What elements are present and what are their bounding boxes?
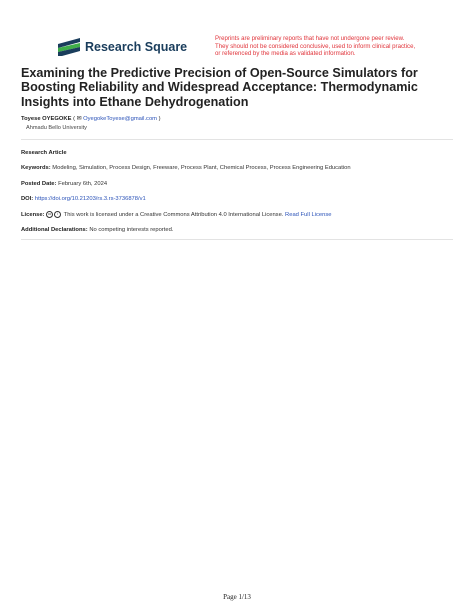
- keywords-value: Modeling, Simulation, Process Design, Freeware, Process Plant, Chemical Process, Process Engineering Education: [52, 165, 351, 171]
- license-label: License:: [21, 212, 45, 219]
- preprint-notice: [215, 35, 455, 58]
- creative-commons-icon: cc: [47, 212, 52, 216]
- license-text: This work is licensed under a Creative Commons Attribution 4.0 International License.: [63, 212, 284, 219]
- article-type-label: Research Article: [21, 150, 67, 156]
- notice-line: or referenced by the media as validated information.: [215, 50, 356, 58]
- page-header: [0, 0, 474, 62]
- notice-line: Preprints are preliminary reports that have not undergone peer review.: [215, 35, 405, 42]
- logo-text: Research Square: [85, 40, 188, 54]
- declarations-row: [21, 227, 173, 233]
- author-line: Toyese OYEGOKE ( ✉ OyegokeToyese@gmail.com ): [21, 116, 161, 122]
- author-email-link[interactable]: OyegokeToyese@gmail.com: [83, 116, 158, 122]
- posted-date-value: February 6th, 2024: [58, 181, 108, 187]
- keywords-label: Keywords:: [21, 165, 51, 171]
- read-full-license-link[interactable]: Read Full License: [285, 212, 332, 219]
- research-square-logo-icon: [58, 38, 80, 56]
- author-name: Toyese OYEGOKE: [21, 116, 72, 122]
- doi-label: DOI:: [21, 196, 34, 202]
- declarations-value: No competing interests reported.: [89, 227, 174, 233]
- author-affiliation: Ahmadu Bello University: [26, 125, 87, 131]
- divider: [21, 139, 453, 140]
- page-number: Page 1/13: [223, 593, 251, 601]
- attribution-icon: i: [54, 211, 61, 218]
- declarations-label: Additional Declarations:: [21, 227, 88, 233]
- doi-link[interactable]: https://doi.org/10.21203/rs.3.rs-3736878/v1: [34, 196, 146, 202]
- keywords-row: [21, 165, 351, 171]
- divider: [21, 239, 453, 240]
- license-row: [21, 211, 331, 218]
- posted-date-label: Posted Date:: [21, 181, 57, 187]
- paper-title: Examining the Predictive Precision of Open-Source Simulators for Boosting Reliability and Widespread Acceptance: Thermodynamic Insights into Ethane Dehydrogenation: [21, 66, 418, 109]
- posted-date-row: [21, 181, 107, 187]
- research-square-logo[interactable]: [58, 38, 187, 56]
- notice-line: They should not be considered conclusive, used to inform clinical practice,: [215, 42, 416, 50]
- doi-row: [21, 196, 146, 202]
- envelope-icon: ✉: [76, 116, 82, 122]
- article-type: [21, 150, 67, 156]
